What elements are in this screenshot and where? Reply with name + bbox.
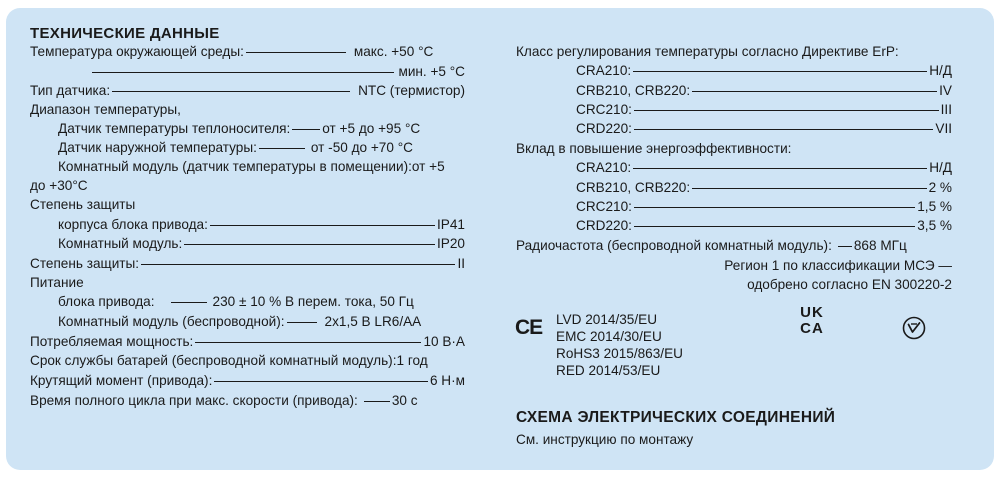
- leader-line: [195, 342, 421, 343]
- efficiency-model: CRB210, CRB220:: [576, 180, 691, 195]
- power-actuator-row: [58, 293, 465, 311]
- protection-actuator-value: IP41: [437, 217, 465, 232]
- temp-range-heading: Диапазон температуры,: [30, 102, 181, 117]
- leader-line: [214, 381, 428, 382]
- torque-row: [30, 372, 465, 390]
- leader-line: [634, 129, 933, 130]
- protection-room-value: IP20: [437, 236, 465, 251]
- leader-line: [141, 264, 455, 265]
- cycle-time-label: Время полного цикла при макс. скорости (привода):: [30, 393, 358, 408]
- power-heading: Питание: [30, 275, 84, 290]
- ukca-line-2: CA: [800, 320, 824, 337]
- directive-item: LVD 2014/35/EU: [556, 312, 658, 327]
- erp-row: [576, 82, 952, 100]
- leader-line: [692, 91, 937, 92]
- erp-model: CRA210:: [576, 63, 632, 78]
- radio-row: [516, 237, 952, 255]
- coolant-sensor-row: [58, 120, 465, 138]
- torque-value: 6 Н·м: [429, 373, 465, 388]
- protection-actuator-label: корпуса блока привода:: [58, 217, 208, 232]
- wiring-text: См. инструкцию по монтажу: [516, 432, 694, 447]
- radio-label: Радиочастота (беспроводной комнатный модуль):: [516, 238, 832, 253]
- erp-model: CRB210, CRB220:: [576, 83, 691, 98]
- outdoor-sensor-row: [58, 139, 465, 157]
- efficiency-heading: Вклад в повышение энергоэффективности:: [516, 141, 792, 156]
- room-sensor-label: Комнатный модуль (датчик температуры в помещении):: [58, 159, 412, 174]
- leader-line: [292, 129, 320, 130]
- efficiency-value: Н/Д: [929, 160, 952, 175]
- efficiency-model: CRA210:: [576, 160, 632, 175]
- coolant-sensor-label: Датчик температуры теплоносителя:: [58, 121, 291, 136]
- ukrsepro-mark-svg: [902, 316, 926, 340]
- leader-line: [287, 322, 317, 323]
- erp-value: III: [940, 102, 952, 117]
- ambient-temp-max: макс. +50 °C: [353, 44, 434, 59]
- erp-row: [576, 101, 952, 119]
- power-room-label: Комнатный модуль (беспроводной):: [58, 314, 285, 329]
- ukrsepro-mark-icon: [902, 316, 926, 345]
- ce-mark-icon: CE: [515, 316, 543, 339]
- erp-value: Н/Д: [929, 63, 952, 78]
- coolant-sensor-value: от +5 до +95 °C: [322, 121, 421, 136]
- room-sensor-row: [58, 158, 445, 176]
- leader-line: [633, 71, 927, 72]
- ambient-temp-min-row: [90, 63, 465, 81]
- leader-line: [171, 302, 207, 303]
- protection-class-row: [30, 255, 465, 273]
- power-room-row: [58, 313, 465, 331]
- erp-model: CRC210:: [576, 102, 632, 117]
- battery-life-row: [30, 352, 428, 370]
- battery-life-value: 1 год: [396, 353, 428, 368]
- leader-line: [633, 168, 927, 169]
- radio-note-1: Регион 1 по классификации МСЭ —: [724, 258, 952, 273]
- ukca-mark-icon: [792, 305, 832, 337]
- protection-class-value: II: [457, 256, 465, 271]
- erp-class-heading: Класс регулирования температуры согласно Директиве ErP:: [516, 44, 899, 59]
- efficiency-model: CRD220:: [576, 218, 632, 233]
- outdoor-sensor-value: от -50 до +70 °C: [310, 140, 413, 155]
- room-sensor-value-a: от +5: [411, 159, 445, 174]
- cycle-time-value: 30 с: [391, 393, 418, 408]
- sensor-type-row: [30, 82, 465, 100]
- efficiency-value: 1,5 %: [917, 199, 952, 214]
- ambient-temp-max-row: [30, 43, 465, 61]
- consumption-value: 10 В·А: [423, 334, 465, 349]
- protection-room-row: [58, 235, 465, 253]
- sensor-type-label: Тип датчика:: [30, 83, 111, 98]
- wiring-heading: СХЕМА ЭЛЕКТРИЧЕСКИХ СОЕДИНЕНИЙ: [516, 409, 836, 426]
- leader-line: [838, 246, 852, 247]
- protection-class-label: Степень защиты:: [30, 256, 140, 271]
- directive-item: RoHS3 2015/863/EU: [556, 346, 683, 361]
- leader-line: [259, 148, 305, 149]
- torque-label: Крутящий момент (привода):: [30, 373, 213, 388]
- cycle-time-row: [30, 392, 465, 410]
- leader-line: [246, 52, 346, 53]
- leader-line: [92, 72, 394, 73]
- erp-row: [576, 62, 952, 80]
- outdoor-sensor-label: Датчик наружной температуры:: [58, 140, 257, 155]
- directive-item: EMC 2014/30/EU: [556, 329, 662, 344]
- power-actuator-value: 230 ± 10 % В перем. тока, 50 Гц: [212, 294, 414, 309]
- protection-heading: Степень защиты: [30, 197, 136, 212]
- leader-line: [112, 91, 350, 92]
- ambient-temp-label: Температура окружающей среды:: [30, 44, 244, 59]
- efficiency-model: CRC210:: [576, 199, 632, 214]
- ambient-temp-min: мин. +5 °C: [398, 64, 465, 79]
- room-sensor-value-b: до +30°C: [30, 178, 88, 193]
- erp-value: VII: [935, 121, 952, 136]
- efficiency-value: 2 %: [928, 180, 952, 195]
- radio-note-2: одобрено согласно EN 300220-2: [747, 277, 952, 292]
- directive-item: RED 2014/53/EU: [556, 363, 661, 378]
- battery-life-label: Срок службы батарей (беспроводной комнатный модуль):: [30, 353, 397, 368]
- sensor-type-value: NTC (термистор): [358, 83, 465, 98]
- radio-value: 868 МГц: [853, 238, 907, 253]
- erp-row: [576, 120, 952, 138]
- leader-line: [634, 110, 939, 111]
- consumption-label: Потребляемая мощность:: [30, 334, 194, 349]
- efficiency-value: 3,5 %: [917, 218, 952, 233]
- protection-actuator-row: [58, 216, 465, 234]
- erp-model: CRD220:: [576, 121, 632, 136]
- efficiency-row: [576, 159, 952, 177]
- efficiency-row: [576, 179, 952, 197]
- tech-data-heading: ТЕХНИЧЕСКИЕ ДАННЫЕ: [30, 25, 220, 42]
- ukca-line-1: UK: [800, 304, 824, 321]
- leader-line: [692, 188, 926, 189]
- leader-line: [210, 225, 435, 226]
- power-room-value: 2x1,5 В LR6/AA: [324, 314, 422, 329]
- efficiency-row: [576, 217, 952, 235]
- leader-line: [634, 207, 915, 208]
- efficiency-row: [576, 198, 952, 216]
- leader-line: [184, 244, 435, 245]
- consumption-row: [30, 333, 465, 351]
- leader-line: [364, 401, 390, 402]
- power-actuator-label: блока привода:: [58, 294, 155, 309]
- erp-value: IV: [939, 83, 952, 98]
- protection-room-label: Комнатный модуль:: [58, 236, 183, 251]
- leader-line: [634, 226, 915, 227]
